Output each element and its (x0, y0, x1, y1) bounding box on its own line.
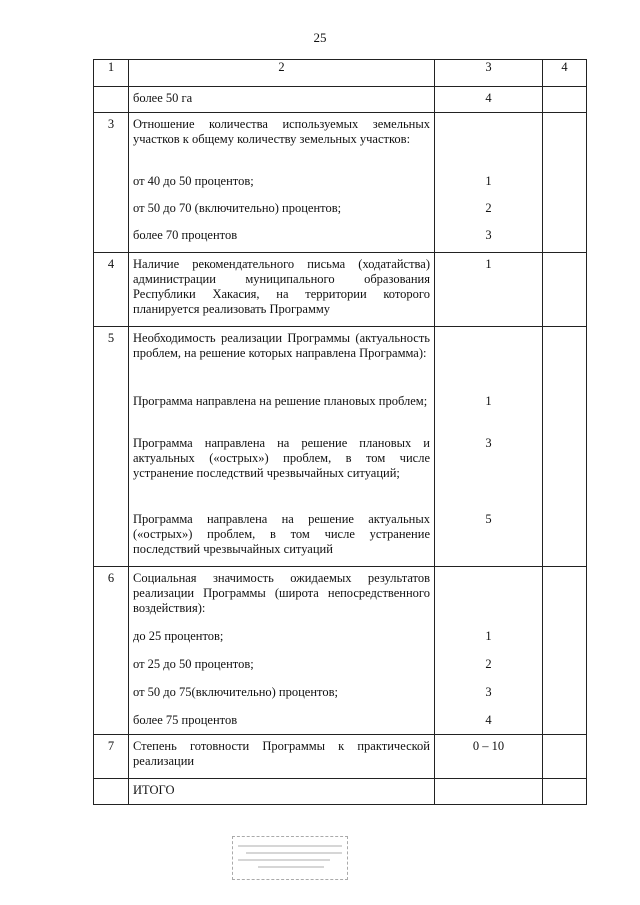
total-score (435, 779, 542, 783)
faded-stamp-image (232, 836, 348, 880)
total-row (94, 779, 587, 805)
row-number: 4 (94, 253, 129, 327)
row-criterion (129, 113, 435, 253)
criterion-score: 0 – 10 (472, 739, 505, 753)
criterion-title: Социальная значимость ожидаемых результатов реализации Программы (широта непосредственного воздействия): (133, 571, 430, 615)
option-score: 4 (485, 91, 492, 105)
option-text: от 25 до 50 процентов; (133, 657, 254, 671)
page-number: 25 (313, 30, 327, 45)
option-text: Программа направлена на решение плановых и актуальных («острых») проблем, в том числе устранение последствий чрезвычайных ситуаций; (133, 436, 430, 480)
option-score: 1 (485, 394, 492, 408)
row-score (435, 253, 543, 327)
row-col-4 (543, 567, 587, 735)
table-row (94, 567, 587, 735)
header-col-1: 1 (94, 60, 129, 87)
row-criterion (129, 87, 435, 113)
table-row (94, 735, 587, 779)
criterion-title: Степень готовности Программы к практической реализации (133, 739, 430, 768)
row-col-4 (543, 735, 587, 779)
option-text: Программа направлена на решение плановых проблем; (133, 394, 428, 408)
criteria-table (93, 59, 587, 805)
row-criterion (129, 253, 435, 327)
option-score: 5 (485, 512, 492, 526)
row-criterion (129, 567, 435, 735)
option-text: более 75 процентов (133, 713, 238, 727)
total-label: ИТОГО (133, 783, 175, 797)
option-score: 1 (485, 629, 492, 643)
row-col-4 (543, 779, 587, 805)
option-text: более 70 процентов (133, 228, 238, 242)
criterion-title: Отношение количества используемых земельных участков к общему количеству земельных участков: (133, 117, 430, 146)
table-row (94, 327, 587, 567)
row-col-4 (543, 113, 587, 253)
option-text: от 40 до 50 процентов; (133, 174, 254, 188)
option-score: 3 (485, 685, 492, 699)
option-score: 2 (485, 201, 492, 215)
criterion-title: Наличие рекомендательного письма (ходатайства) администрации муниципального образования Республики Хакасия, на территории которого планируется реализовать Программу (133, 257, 430, 316)
option-text: более 50 га (133, 91, 193, 105)
criterion-score: 1 (485, 257, 492, 271)
row-score (435, 327, 543, 567)
row-criterion (129, 779, 435, 805)
row-score (435, 779, 543, 805)
table-header-row (94, 60, 587, 87)
criterion-title: Необходимость реализации Программы (актуальность проблем, на решение которых направлена Программа): (133, 331, 430, 360)
header-col-3: 3 (435, 60, 543, 87)
option-text: Программа направлена на решение актуальных («острых») проблем, в том числе устранение последствий чрезвычайных ситуаций (133, 512, 430, 556)
header-col-4: 4 (543, 60, 587, 87)
option-text: до 25 процентов; (133, 629, 224, 643)
header-col-2: 2 (129, 60, 435, 87)
option-score: 3 (485, 228, 492, 242)
table-row (94, 253, 587, 327)
row-col-4 (543, 87, 587, 113)
option-score: 4 (485, 713, 492, 727)
option-score: 2 (485, 657, 492, 671)
table-row (94, 113, 587, 253)
row-score (435, 567, 543, 735)
row-number: 7 (94, 735, 129, 779)
option-score: 3 (485, 436, 492, 450)
row-col-4 (543, 327, 587, 567)
option-text: от 50 до 70 (включительно) процентов; (133, 201, 342, 215)
row-score (435, 735, 543, 779)
option-text: от 50 до 75(включительно) процентов; (133, 685, 338, 699)
row-number: 6 (94, 567, 129, 735)
row-number (94, 87, 129, 113)
row-criterion (129, 735, 435, 779)
row-number: 5 (94, 327, 129, 567)
table-row (94, 87, 587, 113)
row-score (435, 87, 543, 113)
row-score (435, 113, 543, 253)
row-number: 3 (94, 113, 129, 253)
row-number (94, 779, 129, 805)
row-col-4 (543, 253, 587, 327)
option-score: 1 (485, 174, 492, 188)
row-criterion (129, 327, 435, 567)
